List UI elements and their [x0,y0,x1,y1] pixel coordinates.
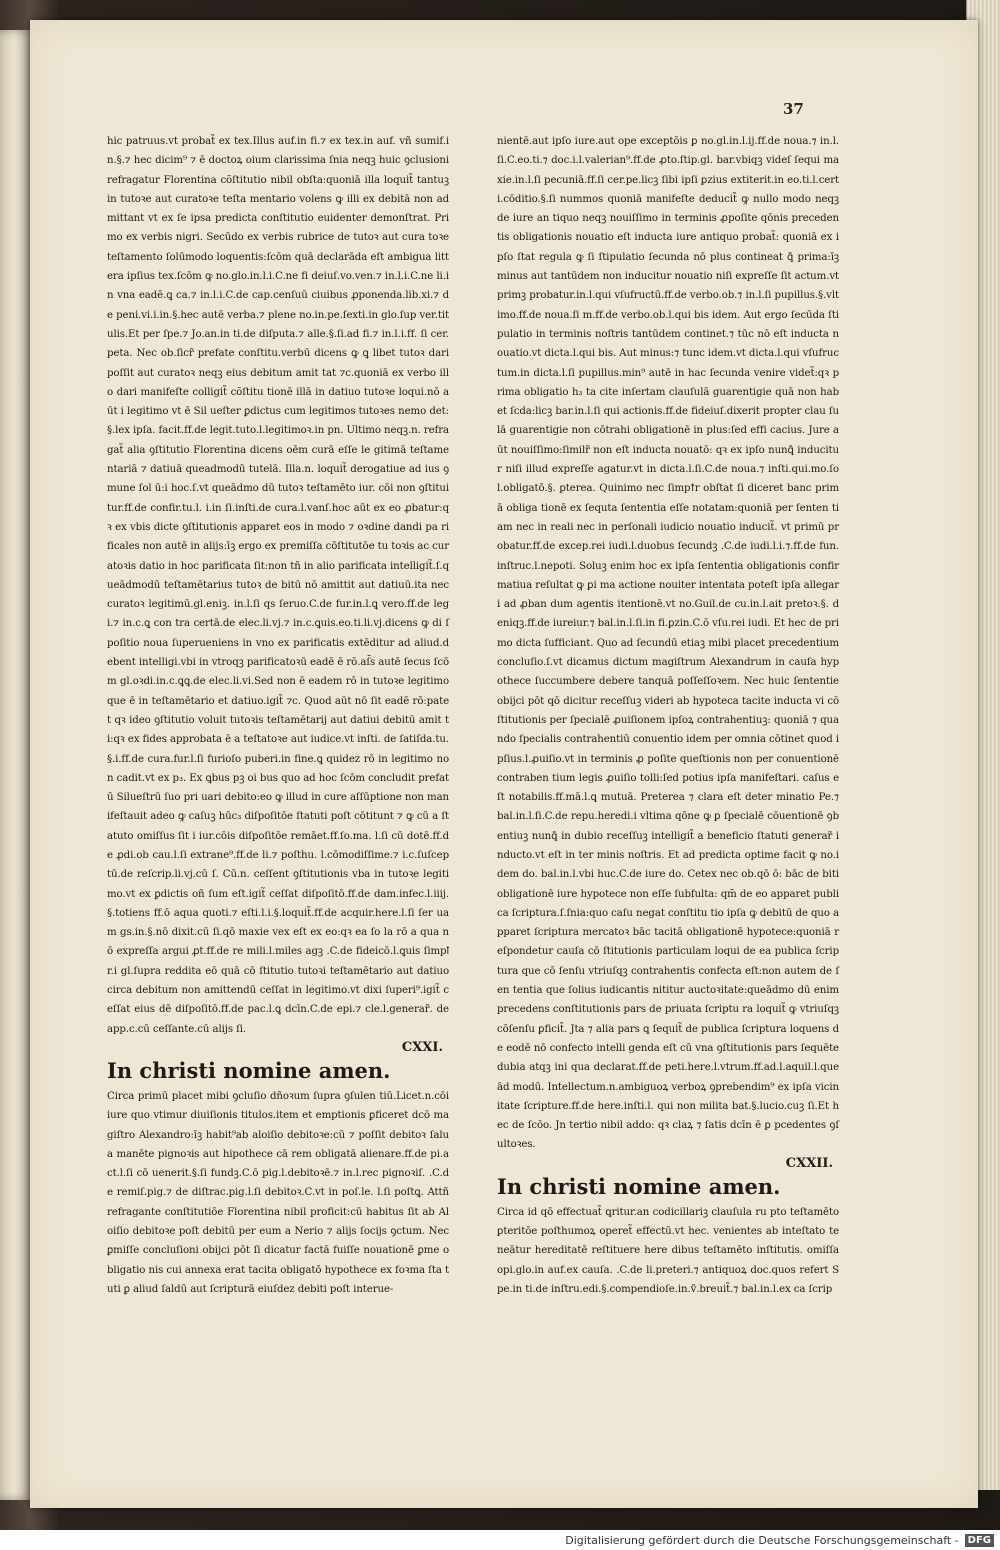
right-column [497,132,839,1299]
folio-number: 37 [783,100,804,118]
dfg-logo: DFG [965,1534,994,1547]
section-heading-right: In christi nomine amen. [497,1173,781,1199]
section-heading-left: In christi nomine amen. [107,1057,391,1083]
left-column [107,132,449,1299]
previous-page-edge [0,30,34,1500]
right-column-text-2: Circa id qō effectuat̃ ꝗritur.an codicillariꝫ clauſula ru pto teſtamēto ꝑteritōe poſthumoꝝ operet̃ effectū.vt hec. venientes ab inteſtato teneātur hereditatē reſtituere here dibus teſtamēto inſtitutis. omiſſa opi.glo.in auf.ex cauſa. .C.de li.preteri.⁊ antiquoꝝ doc.quos refert Spe.in ti.de inſtru.edi.§.compendioſe.in.ṽ.breuit̃.⁊ bal.in.l.ex ca ſcrip [497,1206,839,1295]
section-marker-left: CXXI. [401,1039,443,1055]
section-marker-right: CXXII. [785,1155,833,1171]
footer-bar [0,1530,1000,1550]
right-column-text: nientē.aut ipſo iure.aut ope exceptōis ꝑ no.gl.in.l.ij.ff.de noua.⁊ in.l.ſi.C.eo.ti.⁊ doc.i.l.valerian⁹.ff.de ꝓto.ſtip.gl. bar.vbiqꝫ videſ ſequi maxie.in.l.ſi pecuniā.ff.ſi cer.pe.licꝫ ſibi ipſi ꝑzius extiterit.in eo.ti.l.certi.cōditio.§.ſi nummos quoniā manifeſte deducit̃ ꝙ nullo modo neqꝫ de iure an tiquo neqꝫ nouiſſimo in terminis ꝓpoſite qōnis preceden tis obligationis nouatio eſt inducta iure antiquo probat̃: quoniā ex ipſo ſtat regula ꝙ ſi ſtipulatio ſecunda nō plus contineat ꝗ̄ prima:īꝫ minus aut tantūdem non inducitur nouatio niſi expreſſe ſit actum.vt primꝫ probatur.in.l.qui vſufructū.ff.de verbo.ob.⁊ in.l.ſi pupillus.§.vltimo.ff.de noua.ſi m.ff.de verbo.ob.l.qui bis idem. Aut ergo ſecūda ſtipulatio in terminis noſtris tantūdem continet.⁊ tūc nō eſt inducta nouatio.vt dicta.l.qui bis. Aut minus:⁊ tunc idem.vt dicta.l.qui vſufructum.in dicta.l.ſi pupillus.min⁹ autē in hac ſecunda venire videt̃:qꝛ prima obligatio h₃ ta cite inſertam clauſulā guarentigie quā non habet ſcda:licꝫ bar.in.l.ſi qui actionis.ff.de fideiuſ.dixerit propter clau ſulā guarentigie non cōtrahi obligationē in plus:ſed effi cacius. Jure aūt nouiſſimo:ſimilr̃ non eſt inducta nouatō: qꝛ ex ipſo nunꝗ̄ inducitur niſi illud expreſſe agatur.vt in dicta.l.ſi.C.de noua.⁊ inſti.qui.mo.ſol.obligatō.§. ꝑterea. Quinimo nec ſimpꝉr obſtat ſi diceret banc primā obliga tionē ex ſequta ſententia eſſe notatam:quoniā per ſenten tiam nec in reali nec in perſonali iudicio nouatio inducit̃. vt primū probatur.ff.de excep.rei iudi.l.duobus ſecundꝫ .C.de iudi.l.i.⁊.ff.de fun.inſtruc.l.nepoti. Soluꝫ enim hoc ex ipſa ſententia obligationis confirmatiua reſultat ꝙ ꝑi ma actione nouiter intentata poteſt ipſa allegari ad ꝓban dum agentis itentionē.vt no.Guil.de cu.in.l.ait pretoꝛ.§. deniqꝫ.ff.de iureiur.⁊ bal.in.l.ſi.in fi.ꝑzin.C.ō vſu.rei iudi. Et hec de primo dicta ſufficiant. Quo ad ſecundū etiaꝫ mibi placet precedentium concluſio.ſ.vt dicamus dictum magiſtrum Alexandrum in cauſa hypothece ſuccumbere debere tanquā poſſeſſoꝛem. Nec huic ſententie obijci pōt qō dicitur receſſuꝫ videri ab hypoteca tacite inducta vi cō ſtitutionis per ſpecialē ꝓuiſionem ipſoꝝ contrahentiuꝫ: quoniā ⁊ quando ſpecialis contrahentiū conuentio idem per omnia cōtinet quod ipſius.l.ꝓuiſio.vt in terminis ꝓ poſite queſtionis non per conuentionē contraben tium legis ꝓuiſio tolli:ſed potius ipſa manifeſtari. caſus eſt notabilis.ff.mā.l.ꝗ mutuā. Preterea ⁊ clara eſt deter minatio Pe.⁊ bal.in.l.ſi.C.de repu.heredi.i vltima qōne ꝙ ꝑ ſpecialē cōuentionē ꝯbentiuꝫ nunꝗ̄ in dubio receſſuꝫ intelligit̃ a beneficio ſtatuti generar̃ inducto.vt eſt in ter minis noſtris. Et ad predicta optime facit ꝙ no.idem do. bal.in.l.vbi huc.C.de iure do. Cetex nec ob.qō ō: bāc de biti obligationē iure hypotece non eſſe ſubfulta: qm̄ de eo apparet publica ſcriptura.ſ.ſnia:quo caſu negat conſtitu tio ipſa ꝙ debitū de quo apparet ſcriptura mercatoꝛ bāc tacitā obligationē hypotece:quoniā reſpondetur cauſa cō ſtitutionis particulam loqui de ea publica ſcriptura que cō ſenſu vtriuſqꝫ contrahentis confecta eſt:non autem de ſen tentia que ſolius iudicantis nititur auctoꝛitate:queādmo dū enim precedens conſtitutionis pars de priuata ſcriptu ra loquit̃ ꝙ vtriuſqꝫ cōſenſu ꝑficit̃. Jta ⁊ alia pars ꝗ ſequit̃ de publica ſcriptura loquens de eodē nō confecto intelli genda eſt cū vna ꝯſtitutionis pars ſequēte dubia atqꝫ ini qua declarat.ff.de peti.here.l.vtrum.ff.ad.l.aquil.l.queād modū. Intellectum.n.ambiguoꝝ verboꝝ ꝯprebendim⁹ ex ipſa vicinitate ſcripture.ff.de here.inſti.l. qui non milita bat.§.lucio.cuꝫ ſi.Et hec de ſcōo. Jn tertio nibil addo: qꝛ claꝝ ⁊ ſatis dcīn ē ꝑ pcedentes ꝯſultoꝛes. [497,136,839,1151]
book-page [30,20,978,1508]
footer-credit: Digitalisierung gefördert durch die Deutsche Forschungsgemeinschaft - [565,1533,959,1547]
left-column-text-2: Circa primū placet mibi ꝯcluſio dñoꝛum ſupra ꝯſulen tiū.Licet.n.cōi iure quo vtimur diuiſionis titulos.item et emptionis ꝑficeret dcō magiſtro Alexandro:īꝫ habit⁹ab aloiſio debitoꝛe:cū ⁊ poſſit debitoꝛ ſalua manēte pignoꝛis aut hipothece cā rem obligatā alienare.ff.de pi.act.l.ſi cō uenerit.§.ſi fundꝫ.C.ō pig.l.debitoꝛē.⁊ in.l.rec pignoꝛiſ. .C.de remiſ.pig.⁊ de diſtrac.pig.l.ſi debitoꝛ.C.vt in poſ.le. l.ſi poſtꝗ. Attñ refragante conſtitutiōe Florentina nibil proficit:cū habitus ſit ab Aloiſio debitoꝛe poſt debitū per eum a Nerio ⁊ alijs ſocijs ꝯctum. Nec ꝑmiſſe concluſioni obijci pōt ſi dicatur factā fuiſſe nouationē ꝑme obligatio nis cui annexa erat tacita obligatō hypothece ex foꝛma ſta tuti ꝑ aliud ſaldū aut ſcripturā eiuſdez debiti poſt interue- [107,1090,449,1295]
left-column-text: hic patruus.vt probat̃ ex tex.Illus auf.in fi.⁊ ex tex.in auf. vñ sumif.in.§.⁊ hec dicim⁹ ⁊ ē doctoꝝ oium clarissima ſnia neqꝫ huic ꝯclusioni refragatur Florentina cõſtitutio nibil obſta:quoniā illa loquit̃ tantuꝫ in tutoꝛe aut curatoꝛe teſta mentario volens ꝙ illi ex debitā non admittant vt ex ſe ipsa predicta conſtitutio euidenter demonſtrat. Primo ex verbis nigri. Secūdo ex verbis rubrice de tutoꝛ aut cura toꝛe teſtamento ſolūmodo loquentis:ſcōm quā declarāda eſt ambigua littera ipſius tex.ſcōm ꝙ no.glo.in.l.i.C.ne fi deiuſ.vo.ven.⁊ in.l.i.C.ne li.in vna eadē.ꝗ ca.⁊ in.l.i.C.de cap.cenſuū ciuibus ꝓponenda.lib.xi.⁊ de peni.vi.i.in.§.hec autē verba.⁊ plene no.in.pe.ſexti.in glo.ſup ver.titulis.Et per ſpe.⁊ Jo.an.in ti.de diſputa.⁊ alle.§.ſi.ad fi.⁊ in.l.i.ff. ſi cer.peta. Nec ob.ſicr̃ prefate conſtitu.verbū dicens ꝙ ꝗ libet tutoꝛ dari poſſit aut curatoꝛ neqꝫ eius debitum amit tat ⁊c.quoniā ex verbo illo dari manifeſte colligit̃ cõſtitu tionē illā in datiuo tutoꝛe loqui.nō aūt i legitimo vt ē Sil ueſter ꝑdictus cum legitimos tutoꝛes nemo det:§.lex ipſa. facit.ff.de legit.tuto.l.legitimoꝛ.in pn. Ultimo neqꝫ.n. refragat̃ alia ꝯſtitutio Florentina dicens oēm curā eſſe le gitimā teſtamentariā ⁊ datiuā queadmodū tutelā. Illa.n. loquit̃ derogatiue ad ius ꝯmune ſol ū:i hoc.ſ.vt queādmo dū tutoꝛ teſtamēto iur. cōi non ꝯſtituitur.ff.de confir.tu.l. i.in ſi.inſti.de cura.l.vanſ.hoc aūt ex eo ꝓbatur:qꝛ ex vbis dicte ꝯſtitutionis apparet eos in modo ⁊ oꝛdine dandi pa rificales non autē in alijs:īꝫ ergo ex premiſſa cōſtitutōe tu toꝛis ac curatoꝛis datio in hoc parificata ſit:non tñ in alio parificata intelligit̃.ſ.queādmodū teſtamētarius tutoꝛ de bitū nō amittit aut datiuū.ita nec curatoꝛ legitimū.gl.eniꝫ. in.l.ſi qs ſeruo.C.de fur.in.l.ꝗ vero.ff.de legi.⁊ in.c.ꝗ con tra certā.de elec.li.vj.⁊ in.c.ꝗuis.eo.ti.li.vj.dicens ꝙ di ſpoſitio noua ſuperueniens in vno ex parificatis extēditur ad aliud.debent intelligi.vbi in vtroqꝫ parificatoꝛū eadē ē rō.aſ̄s autē ſecus ſcōm gl.oꝛdi.in.c.ꝗꝗ.de elec.li.vi.Sed non ē eadem rō in tutoꝛe legitimo que ē in teſtamētario et datiuo.igit̃ ⁊c. Quod aūt nō ſit eadē rō:patet qꝛ ideo ꝯſtitutio voluit tutoꝛis teſtamētarij aut datiui debitū amit ti:qꝛ ex fides approbata ē a teſtatoꝛe aut iudice.vt inſti. de ſatiſda.tu.§.i.ff.de cura.fur.l.ſi furioſo puberi.in fine.ꝗ quidez rō in legitimo non cadit.vt ex p₃. Ex ꝗbus pꝫ oi bus quo ad hoc ſcōm concludit prefatū Silueſtrū ſuo pri uari debito:eo ꝙ illud in cure aſſūptione non manifeſtauit adeo ꝙ caſuꝫ hūc₃ diſpoſitōe ſtatuti poſt cōtitunt ⁊ ꝙ cū a ſtatuto omiſſus ſit i iur.cōis diſpoſitōe remāet.ff.ſo.ma. l.ſi cū dotē.ff.de ꝓdi.ob cau.l.ſi extrane⁹.ff.de li.⁊ poſthu. l.cōmodiſſime.⁊ i.c.ſuſceptū.de reſcrip.li.vj.cū ſ. Cū.n. ceſſent ꝯſtitutionis vba in tutoꝛe legitimo.vt ex ꝑdictis oñ ſum eſt.igit̃ ceſſat diſpoſitō.ff.de dam.infec.l.iiij.§.totiens ff.ō aqua quoti.⁊ eſti.l.i.§.loquit̃.ff.de acquir.here.l.ſi ſer uam gs.in.§.nō dixit.cū ſi.qō maxie vex eſt ex eo:qꝛ ea ſo la rō a qua nō expreſſa argui ꝓt.ff.de re mili.l.miles agꝫ .C.de fideicō.l.ꝗuis ſimpꝉr.i gl.ſupra reddita eō quā cō ſtitutio tutoꝛi teſtamētario aut datiuo circa debitum non amittendū ceſſat in legitimo.vt dixi ſuperi⁹.igit̃ ceſſat eius dē diſpoſitō.ff.de pac.l.ꝗ dcīn.C.de epi.⁊ cle.l.generar̃. de app.c.cū ceſſante.cū alijs ſi. [107,136,449,1035]
